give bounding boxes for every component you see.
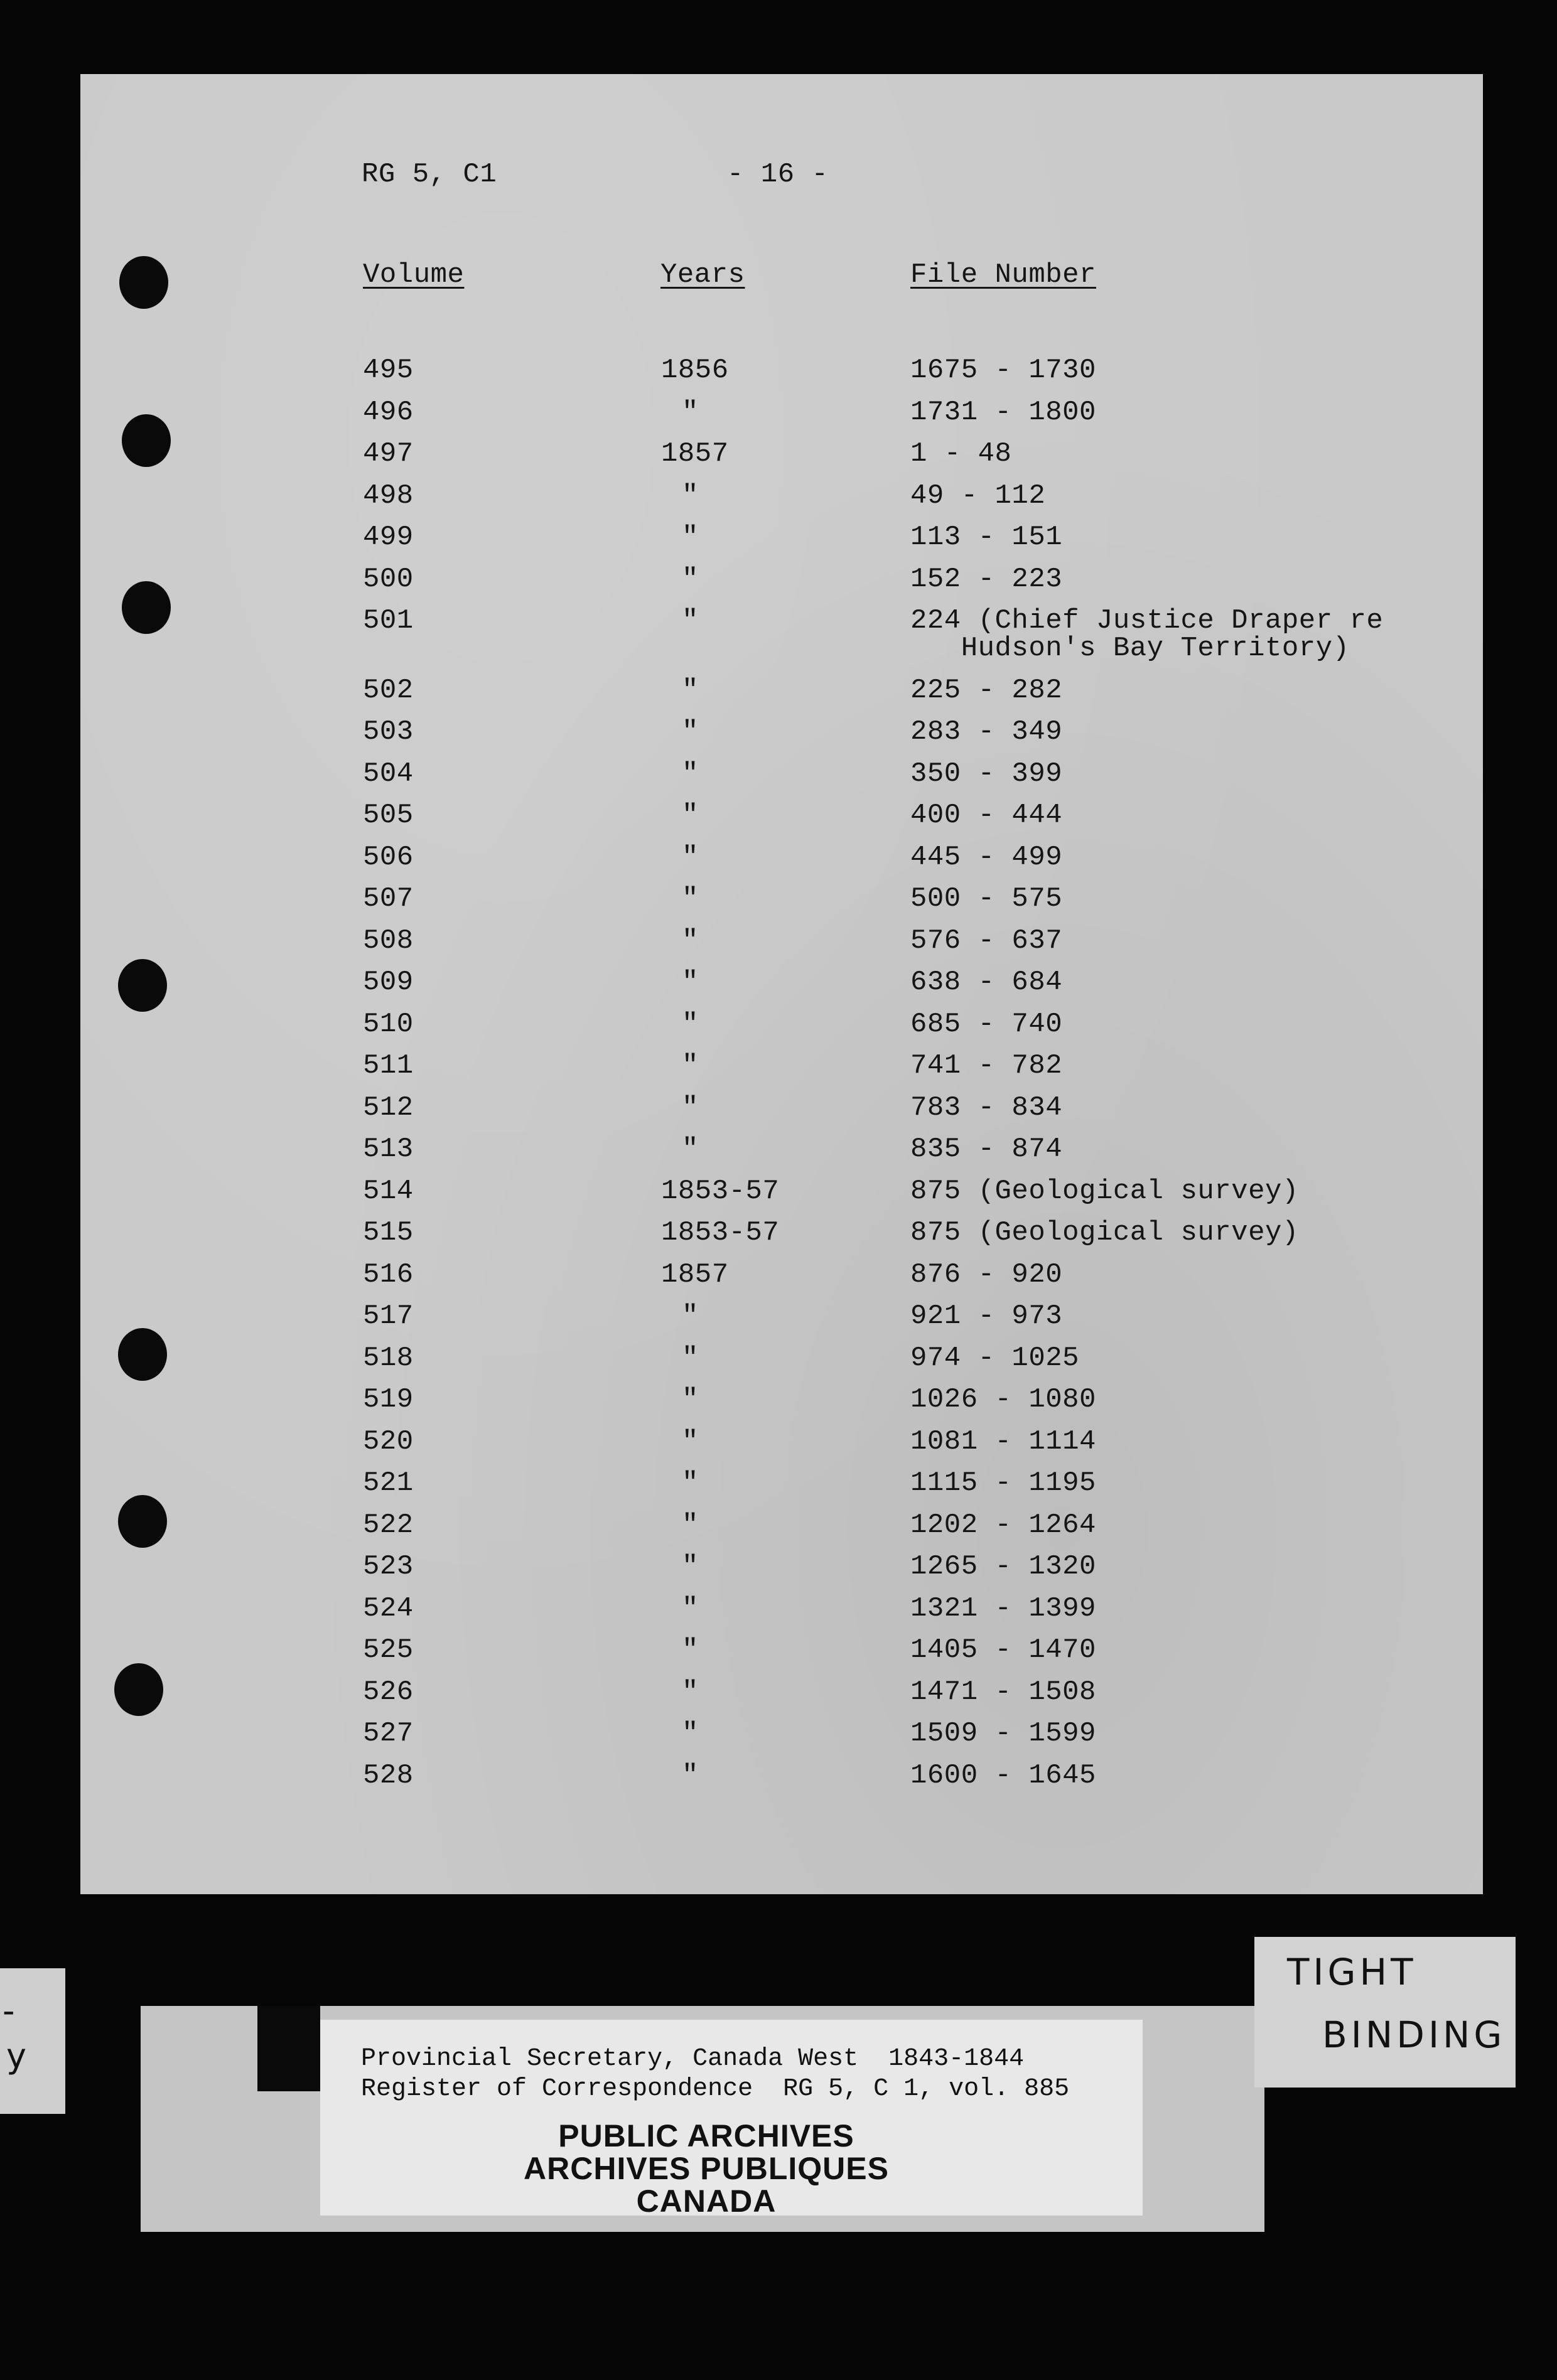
table-row (80, 1592, 1483, 1636)
years-cell: " (682, 1050, 699, 1081)
years-cell: " (682, 674, 699, 706)
file-number-cell: 1471 - 1508 (910, 1676, 1096, 1708)
archive-name-french: ARCHIVES PUBLIQUES (524, 2151, 889, 2186)
volume-cell: 527 (363, 1718, 414, 1749)
table-row (80, 1553, 1483, 1594)
file-number-continuation: Hudson's Bay Territory) (910, 633, 1350, 664)
table-row (80, 1678, 1483, 1720)
years-cell: " (682, 1008, 699, 1040)
years-cell: " (682, 563, 699, 595)
table-row (80, 885, 1483, 926)
years-cell: " (682, 1634, 699, 1666)
file-number-cell: 835 - 874 (910, 1134, 1063, 1165)
document-page (80, 74, 1483, 1894)
table-row (80, 523, 1483, 565)
table-row (80, 718, 1483, 759)
years-cell: " (682, 605, 699, 636)
volume-cell: 519 (363, 1384, 414, 1415)
file-number-cell: 1026 - 1080 (910, 1384, 1096, 1415)
file-number-cell: 974 - 1025 (910, 1342, 1080, 1374)
volume-cell: 511 (363, 1050, 414, 1081)
table-row (80, 440, 1483, 481)
handwritten-tag (1254, 1937, 1516, 2088)
label-dark-tab (257, 2006, 320, 2091)
volume-cell: 510 (363, 1008, 414, 1040)
table-row (80, 605, 1483, 664)
table-row (80, 1386, 1483, 1427)
years-cell: " (682, 522, 699, 553)
volume-cell: 515 (363, 1217, 414, 1248)
years-cell: 1853-57 (661, 1175, 780, 1207)
years-cell: " (682, 1676, 699, 1708)
years-cell: " (682, 841, 699, 873)
table-row (80, 674, 1483, 718)
label-line-2: Register of Correspondence RG 5, C 1, vol. 885 (361, 2075, 1070, 2103)
volume-cell: 496 (363, 396, 414, 428)
file-number-cell: 921 - 973 (910, 1300, 1063, 1332)
file-number-cell: 1675 - 1730 (910, 355, 1096, 386)
table-row (80, 927, 1483, 968)
years-cell: " (682, 1718, 699, 1749)
table-row (80, 1010, 1483, 1052)
column-header-file-number: File Number (910, 259, 1096, 291)
table-row (80, 841, 1483, 885)
file-number-cell: 685 - 740 (910, 1008, 1063, 1040)
file-number-cell: 113 - 151 (910, 522, 1063, 553)
volume-cell: 520 (363, 1425, 414, 1457)
table-row (80, 1091, 1483, 1135)
table-row (80, 968, 1483, 1010)
archive-country: CANADA (636, 2184, 777, 2219)
volume-cell: 495 (363, 355, 414, 386)
volume-cell: 505 (363, 800, 414, 831)
volume-cell: 512 (363, 1091, 414, 1123)
years-cell: " (682, 396, 699, 428)
file-number-cell: 1 - 48 (910, 438, 1012, 469)
years-cell: " (682, 967, 699, 998)
table-row (80, 1344, 1483, 1386)
years-cell: " (682, 1091, 699, 1123)
file-number-cell: 1081 - 1114 (910, 1425, 1096, 1457)
years-cell: " (682, 1342, 699, 1374)
column-header-volume: Volume (363, 259, 465, 291)
file-number-cell: 576 - 637 (910, 925, 1063, 957)
volume-cell: 525 (363, 1634, 414, 1666)
table-row (80, 563, 1483, 607)
file-number-cell: 445 - 499 (910, 841, 1063, 873)
file-number-cell: 1405 - 1470 (910, 1634, 1096, 1666)
label-line-1: Provincial Secretary, Canada West 1843-1844 (361, 2045, 1025, 2073)
years-cell: " (682, 1759, 699, 1791)
years-cell: " (682, 925, 699, 957)
file-number-cell: 1115 - 1195 (910, 1467, 1096, 1499)
file-number-cell: 225 - 282 (910, 674, 1063, 706)
volume-cell: 507 (363, 883, 414, 914)
table-row (80, 482, 1483, 523)
years-cell: 1857 (661, 438, 729, 469)
file-number-cell: 283 - 349 (910, 716, 1063, 748)
years-cell: " (682, 1551, 699, 1582)
file-number-cell: 500 - 575 (910, 883, 1063, 914)
table-row (80, 1425, 1483, 1469)
file-number-cell: 1600 - 1645 (910, 1759, 1096, 1791)
years-cell: " (682, 480, 699, 512)
table-row (80, 801, 1483, 843)
years-cell: " (682, 883, 699, 914)
table-row (80, 1219, 1483, 1260)
volume-cell: 516 (363, 1258, 414, 1290)
handwritten-tag-line2: BINDING (1322, 2013, 1506, 2056)
volume-cell: 503 (363, 716, 414, 748)
years-cell: 1857 (661, 1258, 729, 1290)
volume-cell: 524 (363, 1592, 414, 1624)
volume-cell: 513 (363, 1134, 414, 1165)
file-number-cell: 638 - 684 (910, 967, 1063, 998)
table-row (80, 1052, 1483, 1093)
table-row (80, 396, 1483, 440)
handwritten-tag-line1: TIGHT (1287, 1951, 1417, 1993)
left-tag-fragment (0, 1968, 65, 2114)
volume-cell: 506 (363, 841, 414, 873)
file-number-cell: 350 - 399 (910, 758, 1063, 790)
file-number-cell: 875 (Geological survey) (910, 1217, 1299, 1248)
years-cell: " (682, 1592, 699, 1624)
years-cell: " (682, 1509, 699, 1541)
file-number-cell: 1321 - 1399 (910, 1592, 1096, 1624)
volume-cell: 500 (363, 563, 414, 595)
table-row (80, 1511, 1483, 1553)
years-cell: " (682, 1467, 699, 1499)
volume-cell: 499 (363, 522, 414, 553)
volume-cell: 514 (363, 1175, 414, 1207)
file-number-cell: 1731 - 1800 (910, 396, 1096, 428)
table-row (80, 1759, 1483, 1803)
file-number-cell: 876 - 920 (910, 1258, 1063, 1290)
volume-cell: 526 (363, 1676, 414, 1708)
years-cell: " (682, 1425, 699, 1457)
table-row (80, 1636, 1483, 1678)
left-tag-line1: - (3, 1991, 15, 2030)
page-number: - 16 - (727, 159, 829, 190)
table-row (80, 1258, 1483, 1302)
file-number-cell: 875 (Geological survey) (910, 1175, 1299, 1207)
table-row (80, 1469, 1483, 1511)
table-row (80, 1302, 1483, 1344)
left-tag-line2: y (6, 2036, 26, 2076)
file-number-cell: 224 (Chief Justice Draper re (910, 605, 1384, 636)
file-number-cell: 400 - 444 (910, 800, 1063, 831)
years-cell: " (682, 758, 699, 790)
volume-cell: 522 (363, 1509, 414, 1541)
years-cell: " (682, 1134, 699, 1165)
volume-cell: 504 (363, 758, 414, 790)
years-cell: " (682, 1384, 699, 1415)
file-number-cell: 1202 - 1264 (910, 1509, 1096, 1541)
file-number-cell: 152 - 223 (910, 563, 1063, 595)
punch-hole (119, 256, 168, 309)
archive-name-english: PUBLIC ARCHIVES (558, 2118, 854, 2153)
table-row (80, 356, 1483, 398)
years-cell: " (682, 800, 699, 831)
volume-cell: 521 (363, 1467, 414, 1499)
volume-cell: 498 (363, 480, 414, 512)
file-number-cell: 783 - 834 (910, 1091, 1063, 1123)
years-cell: " (682, 1300, 699, 1332)
volume-cell: 518 (363, 1342, 414, 1374)
years-cell: 1853-57 (661, 1217, 780, 1248)
file-number-cell: 1509 - 1599 (910, 1718, 1096, 1749)
table-row (80, 1135, 1483, 1177)
record-group-reference: RG 5, C1 (362, 159, 497, 190)
table-row (80, 1177, 1483, 1219)
table-row (80, 1720, 1483, 1761)
volume-cell: 528 (363, 1759, 414, 1791)
file-number-cell: 1265 - 1320 (910, 1551, 1096, 1582)
volume-cell: 501 (363, 605, 414, 636)
column-header-years: Years (660, 259, 745, 291)
volume-cell: 523 (363, 1551, 414, 1582)
file-number-cell: 741 - 782 (910, 1050, 1063, 1081)
file-number-cell: 49 - 112 (910, 480, 1046, 512)
volume-cell: 502 (363, 674, 414, 706)
years-cell: 1856 (661, 355, 729, 386)
volume-cell: 517 (363, 1300, 414, 1332)
volume-cell: 509 (363, 967, 414, 998)
volume-cell: 508 (363, 925, 414, 957)
years-cell: " (682, 716, 699, 748)
volume-cell: 497 (363, 438, 414, 469)
table-row (80, 760, 1483, 801)
